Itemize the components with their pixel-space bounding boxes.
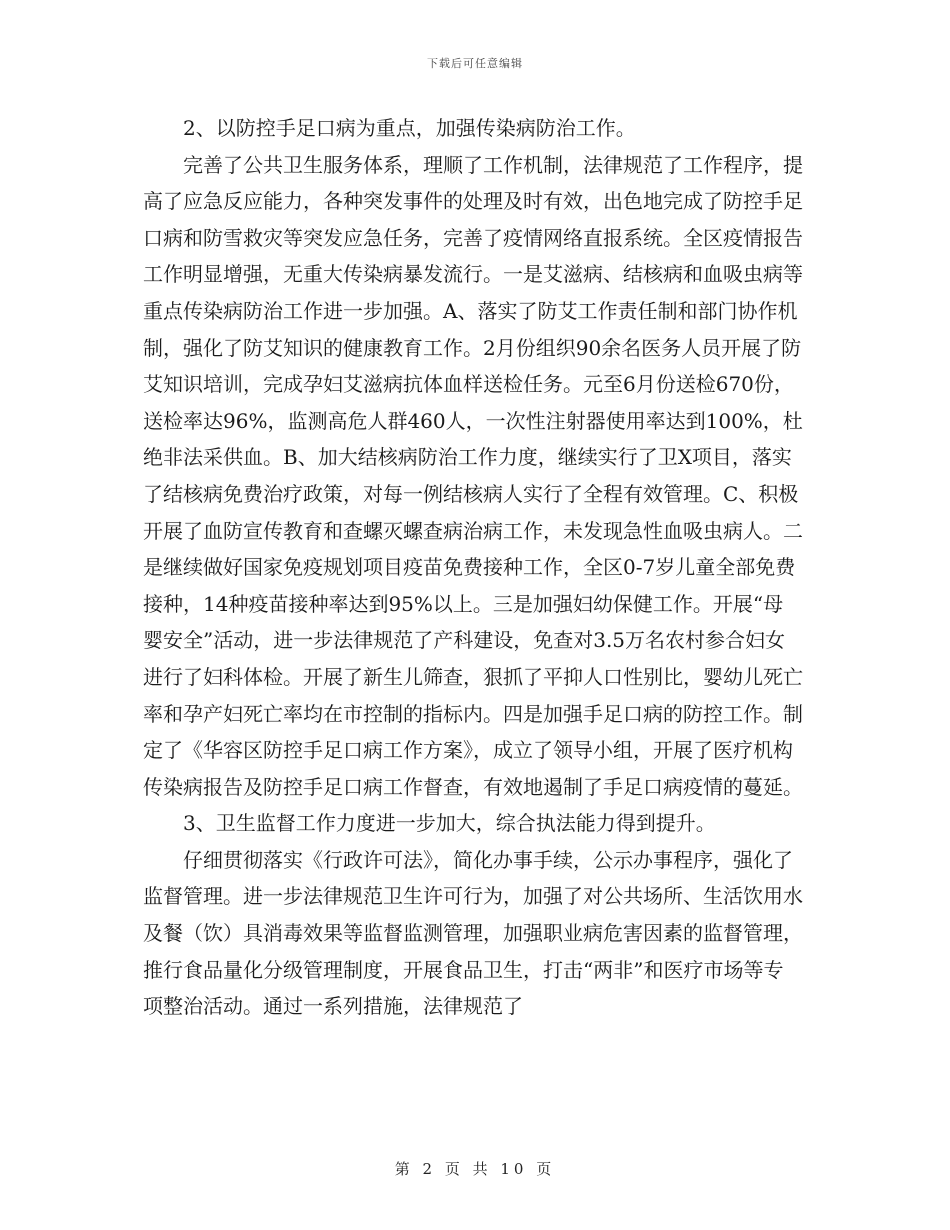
document-body xyxy=(143,110,803,1025)
page-number-footer: 第 2 页 共 10 页 xyxy=(394,1160,556,1178)
section-heading-3: 3、卫生监督工作力度进一步加大，综合执法能力得到提升。 xyxy=(183,811,716,836)
section-heading-2: 2、以防控手足口病为重点，加强传染病防治工作。 xyxy=(183,116,636,140)
page-header-note: 下载后可任意编辑 xyxy=(427,57,523,70)
paragraph-3: 仔细贯彻落实《行政许可法》，简化办事手续，公示办事程序，强化了监督管理。进一步法律规范卫生许可行为，加强了对公共场所、生活饮用水及餐（饮）具消毒效果等监督监测管理，加强职业病危害因素的监督管理，推行食品量化分级管理制度，开展食品卫生，打击“两非”和医疗市场等专项整治活动。通过一系列措施，法律规范了 xyxy=(143,847,803,1019)
paragraph-2: 完善了公共卫生服务体系，理顺了工作机制，法律规范了工作程序，提高了应急反应能力，各种突发事件的处理及时有效，出色地完成了防控手足口病和防雪救灾等突发应急任务，完善了疫情网络直报系统。全区疫情报告工作明显增强，无重大传染病暴发流行。一是艾滋病、结核病和血吸虫病等重点传染病防治工作进一步加强。A、落实了防艾工作责任制和部门协作机制，强化了防艾知识的健康教育工作。2月份组织90余名医务人员开展了防艾知识培训，完成孕妇艾滋病抗体血样送检任务。元至6月份送检670份，送检率达96%，监测高危人群460人，一次性注射器使用率达到100%，杜绝非法采供血。B、加大结核病防治工作力度，继续实行了卫X项目，落实了结核病免费治疗政策，对每一例结核病人实行了全程有效管理。C、积极开展了血防宣传教育和查螺灭螺查病治病工作，未发现急性血吸虫病人。二是继续做好国家免疫规划项目疫苗免费接种工作，全区0-7岁儿童全部免费接种，14种疫苗接种率达到95%以上。三是加强妇幼保健工作。开展“母婴安全”活动，进一步法律规范了产科建设，免查对3.5万名农村参合妇女进行了妇科体检。开展了新生儿筛查，狠抓了平抑人口性别比，婴幼儿死亡率和孕产妇死亡率均在市控制的指标内。四是加强手足口病的防控工作。制定了《华容区防控手足口病工作方案》，成立了领导小组，开展了医疗机构传染病报告及防控手足口病工作督查，有效地遏制了手足口病疫情的蔓延。 xyxy=(143,152,803,799)
